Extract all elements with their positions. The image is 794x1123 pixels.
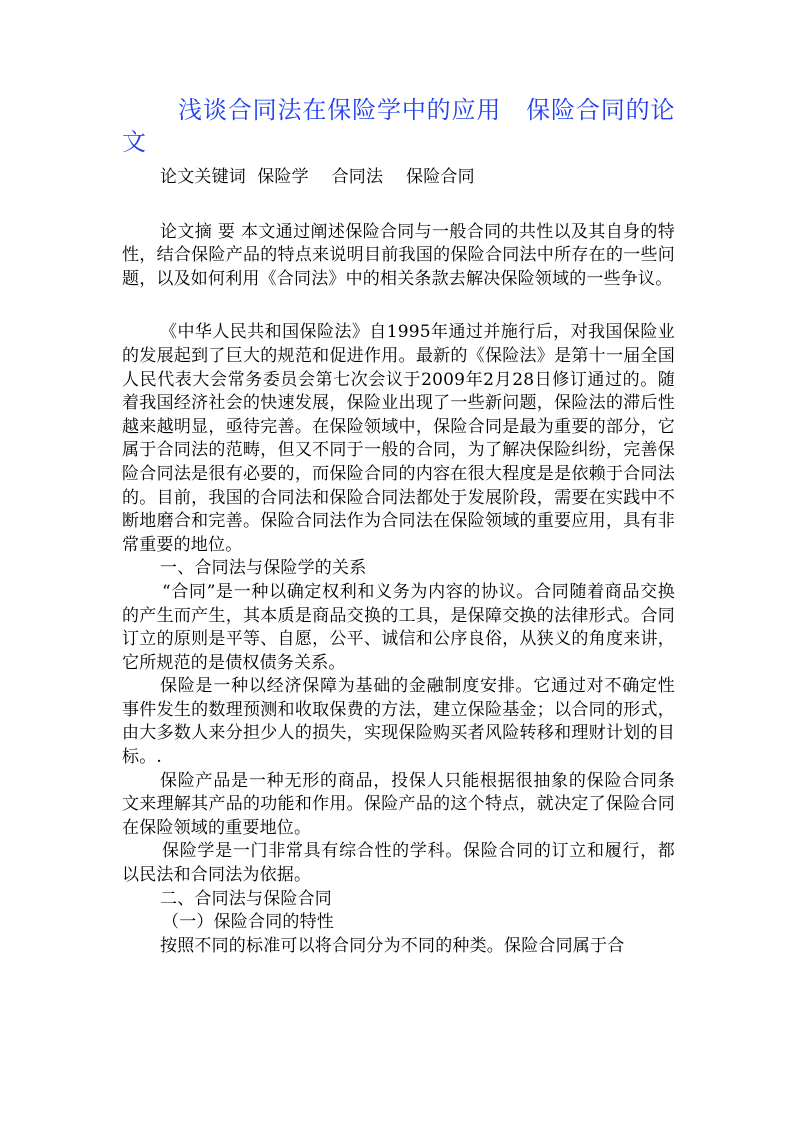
abstract-paragraph: 论文摘 要 本文通过阐述保险合同与一般合同的共性以及其自身的特性，结合保险产品的特点来说明目前我国的保险合同法中所存在的一些问题，以及如何利用《合同法》中的相关条款去解决保险领域的一些争议。 [122, 221, 675, 289]
section1-paragraph-1: “合同”是一种以确定权利和义务为内容的协议。合同随着商品交换的产生而产生，其本质是商品交换的工具，是保障交换的法律形式。合同订立的原则是平等、自愿，公平、诚信和公序良俗，从狭义的角度来讲，它所规范的是债权债务关系。 [122, 581, 675, 673]
section1-paragraph-4: 保险学是一门非常具有综合性的学科。保险合同的订立和履行，都以民法和合同法为依据。 [122, 841, 675, 886]
subsection-heading-1: （一）保险合同的特性 [162, 912, 334, 933]
section-heading-2: 二、合同法与保险合同 [160, 888, 332, 909]
section1-paragraph-3: 保险产品是一种无形的商品，投保人只能根据很抽象的保险合同条文来理解其产品的功能和作用。保险产品的这个特点，就决定了保险合同在保险领域的重要地位。 [122, 770, 675, 838]
section1-paragraph-2: 保险是一种以经济保障为基础的金融制度安排。它通过对不确定性事件发生的数理预测和收取保费的方法，建立保险基金；以合同的形式，由大多数人来分担少人的损失，实现保险购买者风险转移和理财计划的目标。. [122, 676, 675, 768]
section2-paragraph-1: 按照不同的标准可以将合同分为不同的种类。保险合同属于合 [160, 935, 625, 956]
section-heading-1: 一、合同法与保险学的关系 [160, 558, 367, 579]
keywords-line: 论文关键词 保险学 合同法 保险合同 [160, 167, 475, 187]
intro-paragraph: 《中华人民共和国保险法》自1995年通过并施行后，对我国保险业的发展起到了巨大的规范和促进作用。最新的《保险法》是第十一届全国人民代表大会常务委员会第七次会议于2009年2月28日修订通过的。随着我国经济社会的快速发展，保险业出现了一些新问题，保险法的滞后性越来越明显，亟待完善。在保险领域中，保险合同是最为重要的部分，它属于合同法的范畴，但又不同于一般的合同，为了解决保险纠纷，完善保险合同法是很有必要的，而保险合同的内容在很大程度是是依赖于合同法的。目前，我国的合同法和保险合同法都处于发展阶段，需要在实践中不断地磨合和完善。保险合同法作为合同法在保险领域的重要应用，具有非常重要的地位。 [122, 322, 675, 555]
document-body [122, 94, 675, 958]
page-title: 浅谈合同法在保险学中的应用 保险合同的论文 [122, 96, 675, 156]
